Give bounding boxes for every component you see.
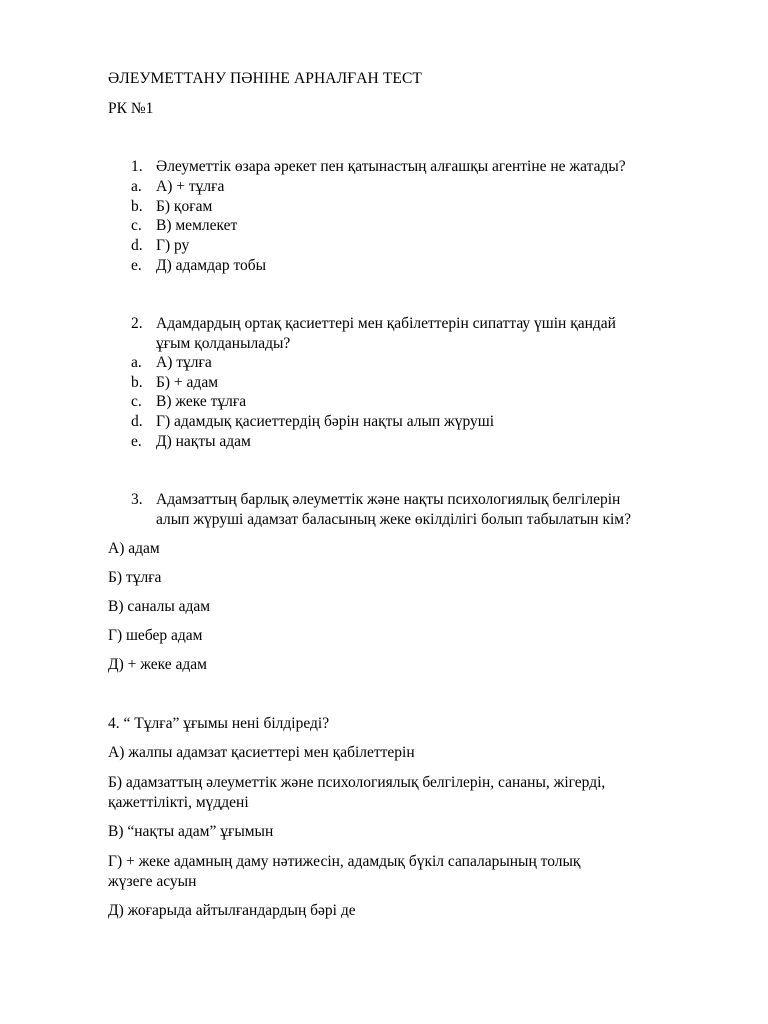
question-number: 3. xyxy=(131,491,143,508)
page-title: ӘЛЕУМЕТТАНУ ПӘНІНЕ АРНАЛҒАН ТЕСТ xyxy=(108,70,422,87)
option-text: Д) нақты адам xyxy=(156,433,251,450)
option-text: қажеттілікті, мүддені xyxy=(108,794,249,811)
option-text: В) жеке тұлға xyxy=(156,393,247,410)
option-text: В) саналы адам xyxy=(108,598,211,615)
option-letter: d. xyxy=(131,237,143,254)
option-text: А) жалпы адамзат қасиеттері мен қабілеттерін xyxy=(108,744,415,761)
question-number: 1. xyxy=(131,158,143,175)
option-text: В) “нақты адам” ұғымын xyxy=(108,823,274,840)
option-letter: a. xyxy=(131,178,142,195)
option-letter: e. xyxy=(131,257,142,274)
option-letter: e. xyxy=(131,433,142,450)
question-number: 2. xyxy=(131,315,143,332)
question-text: алып жүруші адамзат баласының жеке өкілділігі болып табылатын кім? xyxy=(156,511,631,528)
option-text: В) мемлекет xyxy=(156,217,238,234)
option-letter: b. xyxy=(131,198,143,215)
option-text: Б) тұлға xyxy=(108,569,162,586)
question-text: Адамзаттың барлық әлеуметтік және нақты психологиялық белгілерін xyxy=(156,491,621,508)
option-text: Г) адамдық қасиеттердің бәрін нақты алып жүруші xyxy=(156,413,495,430)
question-text: 4. “ Тұлға” ұғымы нені білдіреді? xyxy=(108,715,330,732)
option-text: жүзеге асуын xyxy=(108,873,197,890)
option-text: Г) ру xyxy=(156,237,190,254)
option-text: Б) + адам xyxy=(156,374,219,391)
option-text: Б) адамзаттың әлеуметтік және психологиялық белгілерін, сананы, жігерді, xyxy=(108,774,606,791)
question-text: ұғым қолданылады? xyxy=(156,335,291,352)
option-text: Б) қоғам xyxy=(156,198,213,215)
question-text: Адамдардың ортақ қасиеттері мен қабілеттерін сипаттау үшін қандай xyxy=(156,315,616,332)
option-text: Г) + жеке адамның даму нәтижесін, адамдық бүкіл сапаларының толық xyxy=(108,853,581,870)
option-text: Д) + жеке адам xyxy=(108,656,207,673)
option-letter: b. xyxy=(131,374,143,391)
page-subtitle: РК №1 xyxy=(108,100,154,117)
option-letter: a. xyxy=(131,354,142,371)
option-letter: d. xyxy=(131,413,143,430)
option-text: А) тұлға xyxy=(156,354,212,371)
option-letter: c. xyxy=(131,217,142,234)
option-text: А) + тұлға xyxy=(156,178,225,195)
option-text: А) адам xyxy=(108,540,160,557)
option-text: Д) жоғарыда айтылғандардың бәрі де xyxy=(108,902,356,919)
option-text: Д) адамдар тобы xyxy=(156,257,267,274)
option-text: Г) шебер адам xyxy=(108,627,203,644)
option-letter: c. xyxy=(131,393,142,410)
question-text: Әлеуметтік өзара әрекет пен қатынастың алғашқы агентіне не жатады? xyxy=(156,158,626,175)
